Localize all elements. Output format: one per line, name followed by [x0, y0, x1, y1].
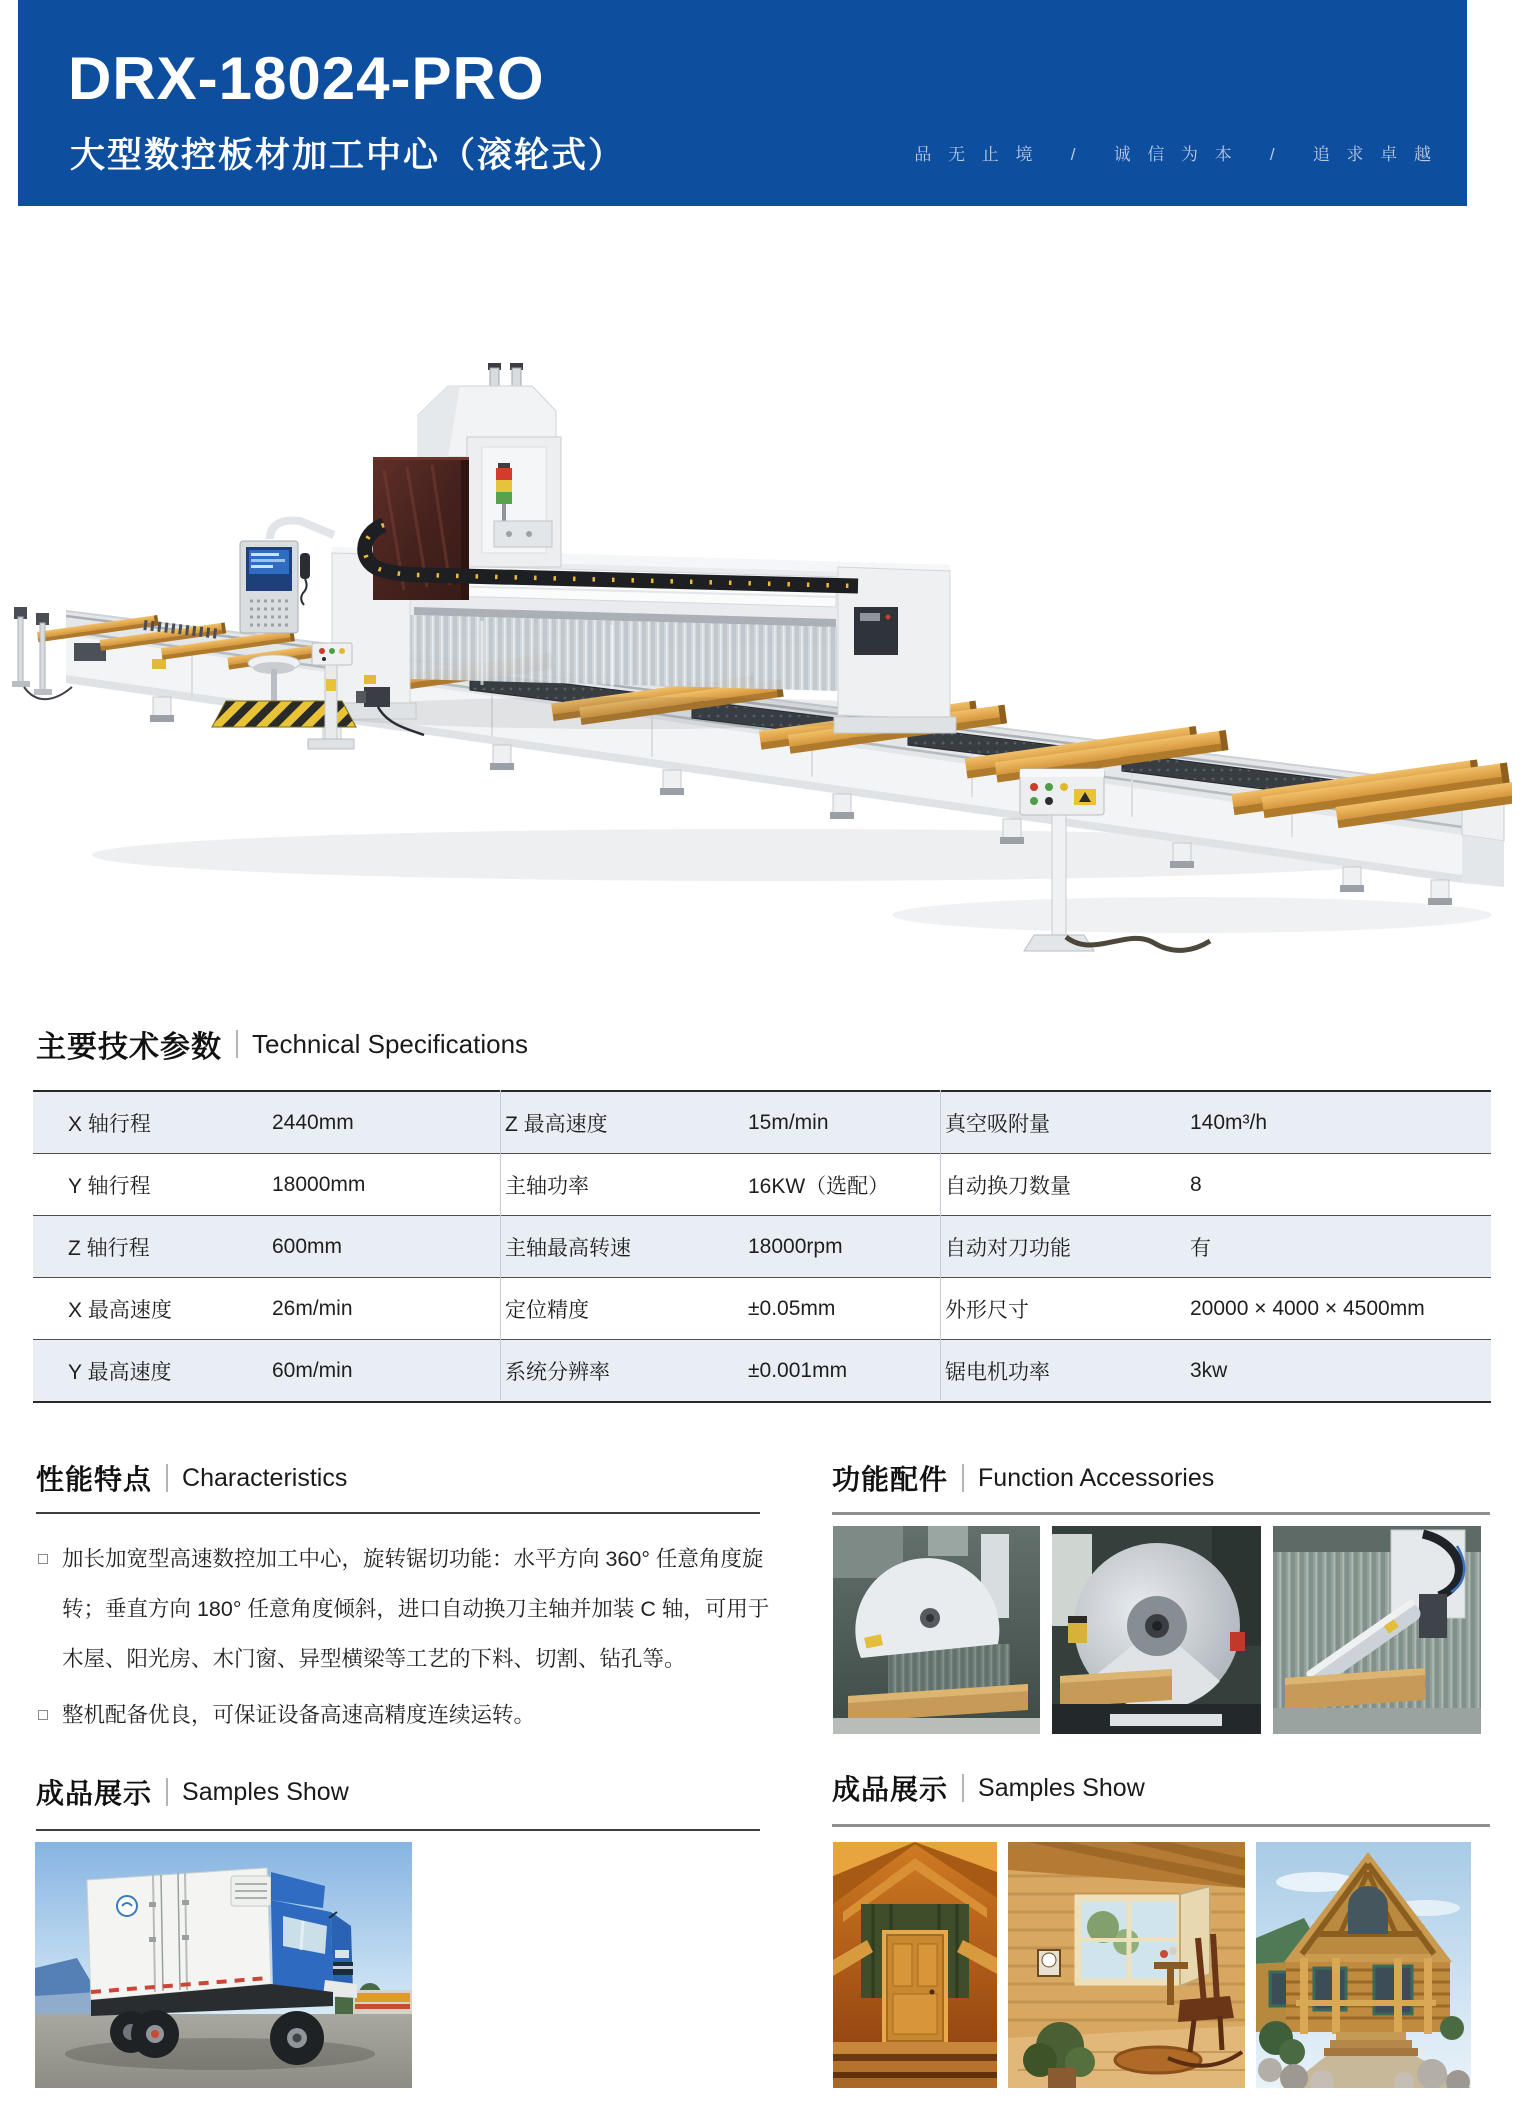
title-divider — [166, 1778, 168, 1806]
samples-right-title-zh: 成品展示 — [832, 1774, 949, 1805]
characteristics-title-zh: 性能特点 — [36, 1464, 153, 1495]
title-divider — [962, 1464, 964, 1492]
specs-section-title — [36, 1022, 528, 1066]
spec-value: ±0.05mm — [748, 1296, 836, 1320]
spec-label: X 轴行程 — [68, 1112, 151, 1136]
spec-row — [33, 1216, 1491, 1278]
samples-left-title-en: Samples Show — [182, 1777, 349, 1806]
samples-right-section-title — [832, 1768, 1145, 1808]
sample-photo-house-1 — [833, 1842, 997, 2088]
spec-label: 主轴最高转速 — [505, 1236, 631, 1260]
spec-row — [33, 1154, 1491, 1216]
accessories-title-en: Function Accessories — [978, 1463, 1215, 1492]
spec-value: 16KW（选配） — [748, 1174, 890, 1198]
sample-photo-house-2 — [1008, 1842, 1245, 2088]
spec-value: 20000 × 4000 × 4500mm — [1190, 1296, 1425, 1320]
spec-value: 有 — [1190, 1236, 1211, 1260]
spec-value: ±0.001mm — [748, 1358, 848, 1382]
spec-value: 2440mm — [272, 1110, 354, 1134]
accessories-photo-row — [833, 1526, 1481, 1734]
product-photo-machine — [12, 235, 1512, 1025]
header-banner — [18, 0, 1467, 206]
samples-right-title-en: Samples Show — [978, 1773, 1145, 1802]
spec-row — [33, 1092, 1491, 1154]
spec-label: 自动换刀数量 — [945, 1174, 1071, 1198]
spec-row — [33, 1278, 1491, 1340]
spec-label: 系统分辨率 — [505, 1360, 610, 1384]
title-divider — [236, 1030, 238, 1058]
spec-label: Z 最高速度 — [505, 1112, 608, 1136]
accessory-photo-1 — [833, 1526, 1040, 1734]
sample-photo-house-3 — [1256, 1842, 1471, 2088]
characteristics-title-en: Characteristics — [182, 1463, 348, 1492]
specs-title-zh: 主要技术参数 — [36, 1031, 222, 1064]
section-rule — [36, 1512, 760, 1514]
column-divider — [500, 1090, 501, 1400]
spec-row — [33, 1340, 1491, 1403]
spec-label: Z 轴行程 — [68, 1236, 150, 1260]
spec-label: 真空吸附量 — [945, 1112, 1050, 1136]
product-subtitle: 大型数控板材加工中心（滚轮式） — [70, 136, 626, 175]
column-divider — [940, 1090, 941, 1400]
spec-table — [33, 1090, 1491, 1400]
specs-title-en: Technical Specifications — [252, 1028, 529, 1059]
spec-value: 3kw — [1190, 1358, 1228, 1382]
characteristics-list — [36, 1534, 782, 1740]
spec-value: 8 — [1190, 1172, 1202, 1196]
spec-label: 主轴功率 — [505, 1174, 589, 1198]
section-rule — [832, 1512, 1490, 1515]
product-model-title: DRX-18024-PRO — [68, 45, 545, 112]
spec-value: 18000rpm — [748, 1234, 843, 1258]
section-rule — [832, 1824, 1490, 1827]
spec-value: 26m/min — [272, 1296, 353, 1320]
spec-value: 600mm — [272, 1234, 343, 1258]
spec-label: 外形尺寸 — [945, 1298, 1029, 1322]
samples-left-section-title — [36, 1772, 349, 1812]
spec-value: 60m/min — [272, 1358, 353, 1382]
accessory-photo-2 — [1052, 1526, 1261, 1734]
characteristic-item: 整机配备优良，可保证设备高速高精度连续运转。 — [36, 1690, 782, 1740]
section-rule — [36, 1829, 760, 1831]
spec-label: 定位精度 — [505, 1298, 589, 1322]
spec-value: 140m³/h — [1190, 1110, 1268, 1134]
spec-label: Y 轴行程 — [68, 1174, 151, 1198]
spec-value: 15m/min — [748, 1110, 829, 1134]
sample-photo-truck — [35, 1842, 412, 2088]
characteristic-item: 加长加宽型高速数控加工中心，旋转锯切功能：水平方向 360° 任意角度旋转；垂直方向 180° 任意角度倾斜，进口自动换刀主轴并加装 C 轴，可用于木屋、阳光房、木门窗、异型横梁等工艺的下料、切割、钻孔等。 — [36, 1534, 782, 1684]
accessories-title-zh: 功能配件 — [832, 1464, 949, 1495]
spec-label: Y 最高速度 — [68, 1360, 172, 1384]
characteristics-section-title — [36, 1458, 347, 1498]
spec-label: X 最高速度 — [68, 1298, 172, 1322]
accessory-photo-3 — [1273, 1526, 1481, 1734]
accessories-section-title — [832, 1458, 1214, 1498]
spec-label: 锯电机功率 — [945, 1360, 1050, 1384]
title-divider — [166, 1464, 168, 1492]
samples-left-title-zh: 成品展示 — [36, 1778, 153, 1809]
spec-label: 自动对刀功能 — [945, 1236, 1071, 1260]
company-slogan: 品 无 止 境 / 诚 信 为 本 / 追 求 卓 越 — [914, 145, 1437, 164]
title-divider — [962, 1774, 964, 1802]
samples-photo-row — [833, 1842, 1471, 2088]
spec-value: 18000mm — [272, 1172, 366, 1196]
